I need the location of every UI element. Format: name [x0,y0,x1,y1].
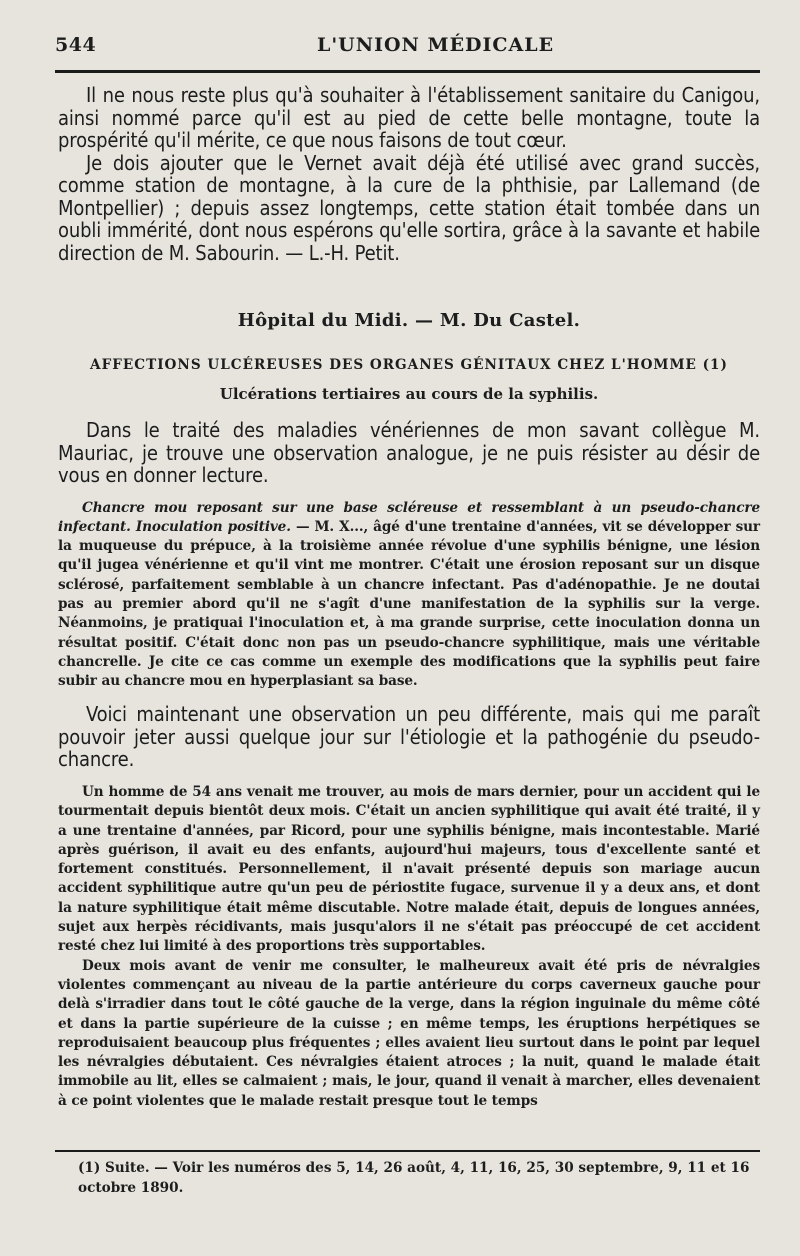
page-number: 544 [55,34,97,56]
observation-2-paragraph-1: Un homme de 54 ans venait me trouver, au mois de mars dernier, pour un accident qui le tourmentait depuis bientôt deux mois. C'était un ancien syphilitique qui avait été traité, il y a une trentaine d'années, par Ricord, pour une syphilis bénigne, mais incontestable. Marié après guérison, il avait eu des enfants, aujourd'hui majeurs, tous d'excellente santé et fortement constitués. Personnellement, il n'avait présenté depuis son mariage aucun accident syphilitique autre qu'un peu de périostite fugace, survenue il y a deux ans, et dont la nature syphilitique était même discutable. Notre malade était, depuis de longues années, sujet aux herpès récidivants, mais jusqu'alors il ne s'était pas préoccupé de cet accident resté chez lui limité à des proportions très supportables. [58,783,760,955]
section-subtitle: Ulcérations tertiaires au cours de la syphilis. [219,385,599,403]
paragraph-intro-2: Je dois ajouter que le Vernet avait déjà été utilisé avec grand succès, comme station de montagne, à la cure de la phthisie, par Lallemand (de Montpellier) ; depuis assez longtemps, cette station était tombée dans un oubli immérité, dont nous espérons qu'elle sortira, grâce à la savante et habile direction de M. Sabourin. — L.-H. Petit. [58,150,760,265]
observation-2-paragraph-2: Deux mois avant de venir me consulter, le malheureux avait été pris de névralgies violentes commençant au niveau de la partie antérieure du corps caverneux gauche pour delà s'irradier dans tout le côté gauche de la verge, dans la région inguinale du même côté et dans la partie supérieure de la cuisse ; en même temps, les éruptions herpétiques se reproduisaient beaucoup plus fréquentes ; elles avaient lieu surtout dans le point par lequel les névralgies débutaient. Ces névralgies étaient atroces ; la nuit, quand le malade était immobile au lit, elles se calmaient ; mais, le jour, quand il venait à marcher, elles devenaient à ce point violentes que le malade restait presque tout le temps [58,957,760,1109]
paragraph-intro-1: Il ne nous reste plus qu'à souhaiter à l'établissement sanitaire du Canigou, ainsi nommé parce qu'il est au pied de cette belle montagne, toute la prospérité qu'il mérite, ce que nous faisons de tout cœur. [58,83,760,152]
footnote-rule [55,1150,760,1152]
section-subject: AFFECTIONS ULCÉREUSES DES ORGANES GÉNITAUX CHEZ L'HOMME (1) [90,357,728,373]
observation-1 [58,499,760,692]
header-rule [55,70,760,73]
section-title: Hôpital du Midi. — M. Du Castel. [237,310,581,331]
observation-1-heading: Chancre mou reposant sur une base scléreuse et ressemblant à un pseudo-chancre infectant. Inoculation positive. [58,499,760,535]
paragraph-voici: Voici maintenant une observation un peu différente, mais qui me paraît pouvoir jeter aussi quelque jour sur l'étiologie et la pathogénie du pseudo-chancre. [58,702,760,772]
page-header [55,34,758,64]
article-body [58,84,760,1111]
running-title: L'UNION MÉDICALE [317,34,555,56]
footnote: (1) Suite. — Voir les numéros des 5, 14, 26 août, 4, 11, 16, 25, 30 septembre, 9, 11 et 16 octobre 1890. [78,1160,750,1196]
observation-1-body: — M. X..., âgé d'une trentaine d'années, vit se développer sur la muqueuse du prépuce, à la troisième année révolue d'une syphilis bénigne, une lésion qu'il jugea vénérienne et qu'il vint me montrer. C'était une érosion reposant sur un disque sclérosé, parfaitement semblable à un chancre infectant. Pas d'adénopathie. Je ne doutai pas au premier abord qu'il ne s'agît d'une manifestation de la syphilis sur la verge. Néanmoins, je pratiquai l'inoculation et, à ma grande surprise, cette inoculation donna un résultat positif. C'était donc non pas un pseudo-chancre syphilitique, mais une véritable chancrelle. Je cite ce cas comme un exemple des modifications que la syphilis peut faire subir au chancre mou en hyperplasiant sa base. [58,518,760,690]
paragraph-mauriac: Dans le traité des maladies vénériennes de mon savant collègue M. Mauriac, je trouve une observation analogue, je ne puis résister au désir de vous en donner lecture. [58,418,760,487]
